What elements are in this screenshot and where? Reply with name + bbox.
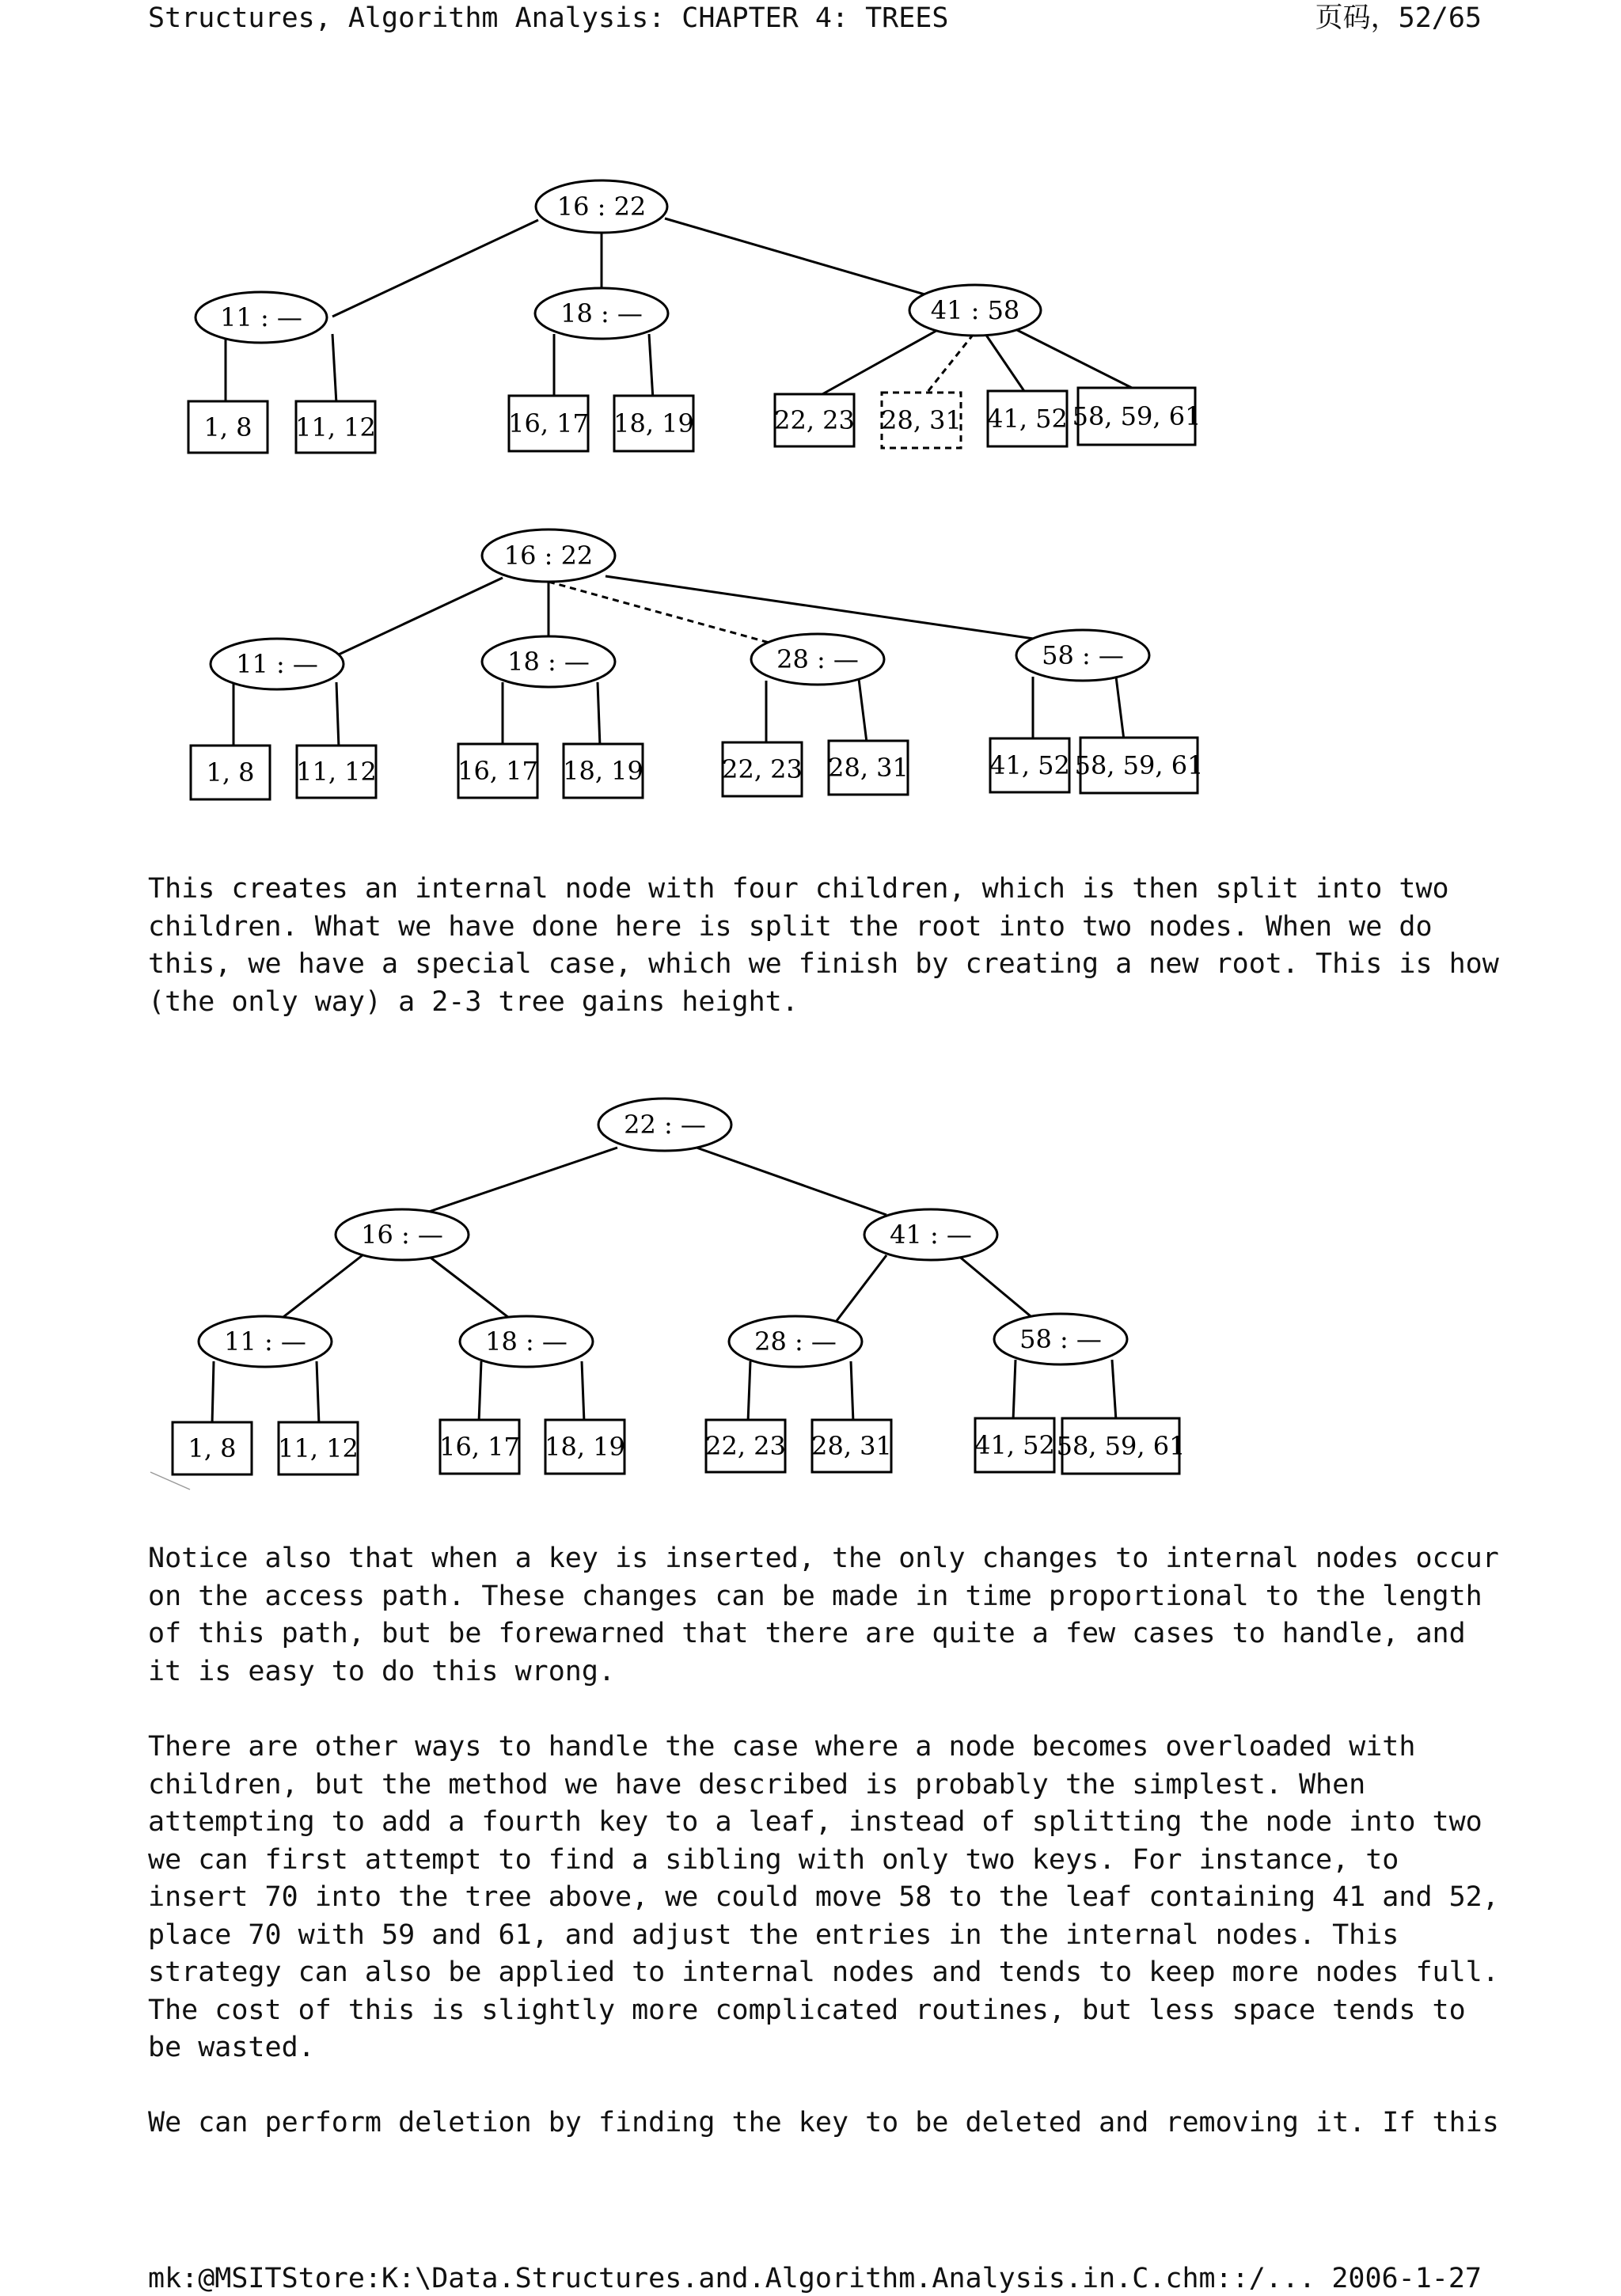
document-title: Structures, Algorithm Analysis: CHAPTER 4: TREES [148,2,949,34]
node-label: 41 : 58 [930,295,1020,325]
leaf-label: 16, 17 [439,1432,520,1462]
leaf-label: 11, 12 [278,1433,359,1463]
leaf-label: 18, 19 [563,756,643,786]
leaf-label: 18, 19 [613,408,694,438]
leaf-label: 28, 31 [881,405,962,435]
body-paragraph: This creates an internal node with four children, which is then split into two children. What we have done here is split the root into two nodes. When we do this, we have a special case, which we finish by creating a new root. This is how (the only way) a 2-3 tree gains height. [148,873,1499,1018]
leaf-label: 1, 8 [203,412,252,442]
node-label: 11 : — [236,649,318,679]
source-path: mk:@MSITStore:K:\Data.Structures.and.Algorithm.Analysis.in.C.chm::/... [148,2263,1316,2294]
leaf-label: 41, 52 [987,404,1068,434]
node-label: 22 : — [624,1110,706,1140]
leaf-label: 58, 59, 61 [1072,401,1202,431]
print-date: 2006-1-27 [1331,2263,1482,2294]
leaf-label: 22, 23 [705,1431,786,1461]
leaf-label: 18, 19 [545,1432,625,1462]
node-label: 58 : — [1019,1324,1102,1354]
figure-tree-four-children [0,507,1235,823]
node-label: 58 : — [1042,640,1124,670]
node-label: 28 : — [754,1326,837,1357]
leaf-label: 1, 8 [206,757,255,787]
leaf-label: 16, 17 [508,408,589,438]
node-label: 18 : — [485,1326,568,1357]
node-label: 16 : 22 [556,192,647,222]
leaf-label: 22, 23 [722,754,803,784]
leaf-label: 11, 12 [295,412,376,442]
leaf-label: 11, 12 [296,757,377,787]
node-label: 18 : — [507,647,590,677]
leaf-label: 28, 31 [828,753,909,783]
node-label: 41 : — [890,1220,972,1250]
body-paragraph: Notice also that when a key is inserted, the only changes to internal nodes occur on the access path. These changes can be made in time proportional to the length of this path, but be forewarned that there are quite a few cases to handle, and it is easy to do this wrong. [148,1543,1499,1687]
figure-tree-new-root [0,1076,1235,1520]
leaf-label: 58, 59, 61 [1074,750,1204,780]
node-label: 28 : — [776,644,859,674]
page-indicator: 页码，52/65 [1315,2,1482,34]
leaf-label: 22, 23 [774,405,855,435]
body-paragraph: There are other ways to handle the case where a node becomes overloaded with children, but the method we have described is probably the simplest. When attempting to add a fourth key to a leaf, instead of splitting the node into two we can first attempt to find a sibling with only two keys. For instance, to insert 70 into the tree above, we could move 58 to the leaf containing 41 and 52, place 70 with 59 and 61, and adjust the entries in the internal nodes. This strategy can also be applied to internal nodes and tends to keep more nodes full. The cost of this is slightly more complicated routines, but less space tends to be wasted. [148,1731,1499,2063]
node-label: 11 : — [220,302,302,332]
leaf-label: 58, 59, 61 [1056,1431,1186,1461]
figure-tree-before-split [0,158,1235,475]
body-paragraph: We can perform deletion by finding the key to be deleted and removing it. If this [148,2107,1499,2139]
node-label: 11 : — [224,1326,306,1357]
leaf-label: 1, 8 [188,1433,237,1463]
leaf-label: 41, 52 [974,1430,1055,1460]
node-label: 16 : 22 [503,541,594,571]
leaf-label: 28, 31 [811,1431,892,1461]
node-label: 16 : — [361,1220,443,1250]
leaf-label: 41, 52 [989,750,1070,780]
leaf-label: 16, 17 [457,756,538,786]
node-label: 18 : — [560,298,643,328]
